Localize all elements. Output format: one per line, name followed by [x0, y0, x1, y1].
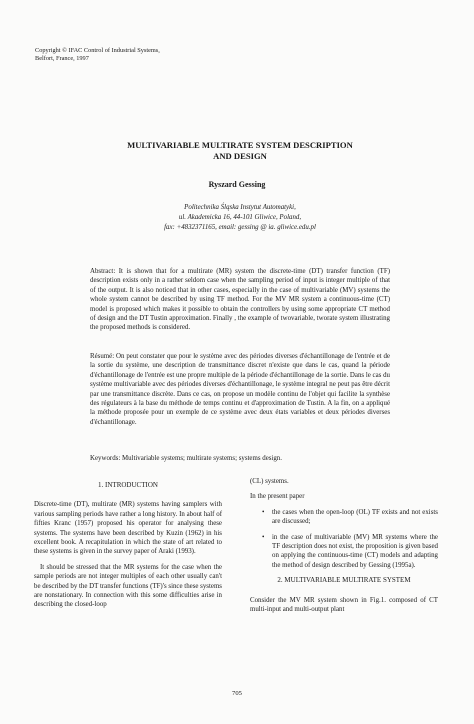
left-column: [34, 477, 222, 616]
section-heading-introduction: 1. INTRODUCTION: [98, 481, 158, 489]
copyright-line-1: Copyright © IFAC Control of Industrial Systems,: [35, 47, 160, 54]
bullet-item-1: [262, 508, 438, 527]
title-line-1: MULTIVARIABLE MULTIRATE SYSTEM DESCRIPTION: [127, 140, 353, 150]
bullet-text-2: in the case of multivariable (MV) MR systems where the TF description does not exist, the proposition is given based on applying the continuous-time (CT) models and adapting the method of design described by Gessing (1995a).: [272, 533, 438, 569]
abstract-paragraph: Abstract: It is shown that for a multirate (MR) system the discrete-time (DT) transfer function (TF) description exists only in a rather seldom case when the sampling period of input is integer multiple of that of the output. It is also noticed that in other cases, especially in the case of multivariable (MV) systems the whole system cannot be described by using TF method. For the MV MR system a continuous-time (CT) model is proposed which makes it possible to obtain the controllers by using some appropriate CT method of design and the DT Tustin approximation. Finally , the example of twovariable, tworate system illustrating the proposed methods is considered.: [90, 268, 390, 332]
author-affiliation: [90, 203, 390, 233]
intro-paragraph-1: Discrete-time (DT), multirate (MR) systems having samplers with various sampling periods have rather a long history. In about half of fifties Kranc (1957) proposed his operator for analysing these systems. The systems have been described by Kuzin (1962) in his excellent book. A recapitulation in which the state of art related to these systems is given in the survey paper of Araki (1993).: [34, 501, 222, 556]
intro-continuation: (CL) systems.: [250, 478, 289, 485]
author-name: Ryszard Gessing: [208, 180, 266, 189]
section2-paragraph: Consider the MV MR system shown in Fig.1. composed of CT multi-input and multi-output plant: [250, 596, 438, 614]
page-number: 705: [232, 690, 242, 697]
copyright-notice: [35, 47, 160, 63]
affiliation-line-3: fax: +4832371165, email: gessing @ ia. gliwice.edu.pl: [164, 224, 316, 231]
intro-paragraph-2: It should be stressed that the MR systems for the case when the sample periods are not integer multiples of each other usually can't be described by the DT transfer functions (TF)'s since these systems are nonstationary. In connection with this some difficulties arise in describing the closed-loop: [34, 563, 222, 609]
bullet-icon: •: [262, 533, 265, 541]
copyright-line-2: Belfort, France, 1997: [35, 55, 89, 63]
bullet-icon: •: [262, 508, 265, 516]
right-column: [250, 477, 438, 620]
section-heading-multivariable: 2. MULTIVARIABLE MULTIRATE SYSTEM: [277, 576, 411, 585]
affiliation-line-2: ul. Akademicka 16, 44-101 Gliwice, Poland,: [178, 214, 302, 221]
keywords-line: Keywords: Multivariable systems; multirate systems; systems design.: [90, 455, 282, 462]
bullet-text-1: the cases when the open-loop (OL) TF exists and not exists are discussed;: [272, 508, 438, 526]
paper-title: [60, 140, 420, 162]
resume-paragraph: Résumé: On peut constater que pour le système avec des périodes diverses d'échantillonage de l'entrée et de la sortie du système, une description de transmittance discret n'existe que dans le cas, quand la période d'échantillonage de l'entrée est une propre multiple de la période d'échantillonage de la sortie. Dans le cas du système multivariable avec des périodes diverses d'échantillonage, le système integral ne peut pas être décrit par une transmittance discrète. Dans ce cas, on propose un modèle continu de l'objet qui facilite la synthèse des régulateurs à la base du méthode de temps continu et d'approximation de Tustin. A la fin, on a appliqué la méthode proposée pour un exemple de ce système avec deux états variables et deux périodes diverses d'échantillonage.: [90, 353, 390, 426]
intro-lead-in: In the present paper: [250, 493, 305, 501]
bullet-item-2: [262, 533, 438, 571]
title-line-2: AND DESIGN: [213, 151, 267, 161]
affiliation-line-1: Politechnika Śląska Instytut Automatyki,: [184, 204, 296, 211]
